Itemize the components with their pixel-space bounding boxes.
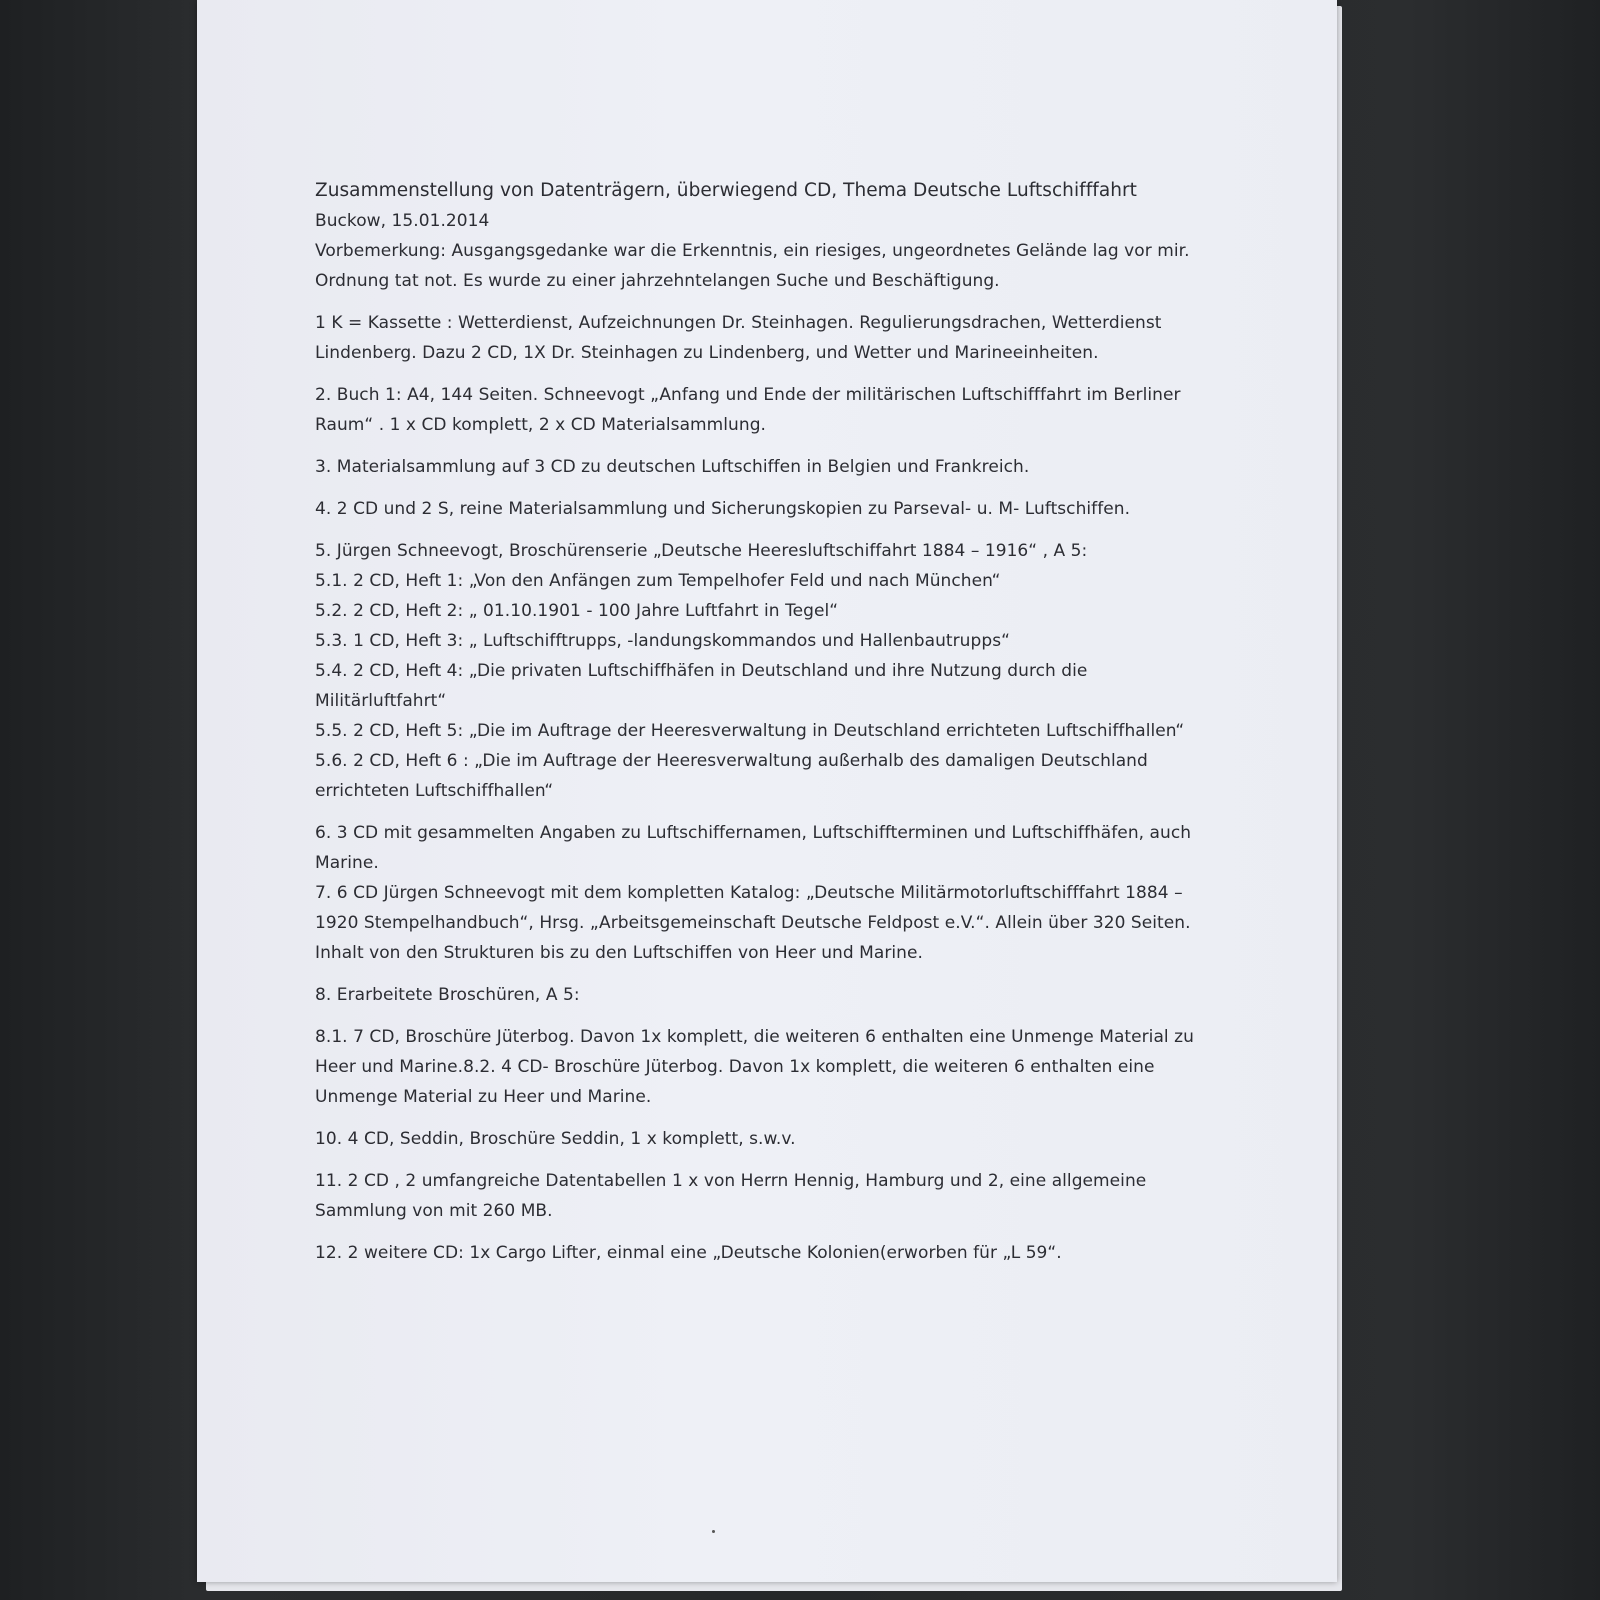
list-item-11: 11. 2 CD , 2 umfangreiche Datentabellen 1 x von Herrn Hennig, Hamburg und 2, eine allgemeine Sammlung von mit 260 MB. xyxy=(315,1171,1147,1221)
list-item-8-1: 8.1. 7 CD, Broschüre Jüterbog. Davon 1x komplett, die weiteren 6 enthalten eine Unmenge Material zu Heer und Marine.8.2. 4 CD- Broschüre Jüterbog. Davon 1x komplett, die weiteren 6 enthalten eine Unmenge Material zu Heer und Marine. xyxy=(315,1027,1194,1107)
list-item-3: 3. Materialsammlung auf 3 CD zu deutschen Luftschiffen in Belgien und Frankreich. xyxy=(315,457,1030,477)
preface-line-1: Vorbemerkung: Ausgangsgedanke war die Erkenntnis, ein riesiges, ungeordnetes Gelände lag vor mir. xyxy=(315,241,1190,261)
list-item-5-2: 5.2. 2 CD, Heft 2: „ 01.10.1901 - 100 Jahre Luftfahrt in Tegel“ xyxy=(315,601,839,621)
list-item-10: 10. 4 CD, Seddin, Broschüre Seddin, 1 x komplett, s.w.v. xyxy=(315,1129,796,1149)
list-item-5-6: 5.6. 2 CD, Heft 6 : „Die im Auftrage der Heeresverwaltung außerhalb des damaligen Deutschland errichteten Luftschiffhallen“ xyxy=(315,751,1148,801)
list-item-6: 6. 3 CD mit gesammelten Angaben zu Luftschiffernamen, Luftschiffterminen und Luftschiffhäfen, auch Marine. xyxy=(315,823,1192,873)
list-item-1: 1 K = Kassette : Wetterdienst, Aufzeichnungen Dr. Steinhagen. Regulierungsdrachen, Wetterdienst Lindenberg. Dazu 2 CD, 1X Dr. Steinhagen zu Lindenberg, und Wetter und Marineeinheiten. xyxy=(315,313,1162,363)
list-item-5-4: 5.4. 2 CD, Heft 4: „Die privaten Luftschiffhäfen in Deutschland und ihre Nutzung durch die Militärluftfahrt“ xyxy=(315,661,1088,711)
list-item-8: 8. Erarbeitete Broschüren, A 5: xyxy=(315,985,580,1005)
preface-line-2: Ordnung tat not. Es wurde zu einer jahrzehntelangen Suche und Beschäftigung. xyxy=(315,271,1000,291)
list-item-7: 7. 6 CD Jürgen Schneevogt mit dem kompletten Katalog: „Deutsche Militärmotorluftschifffahrt 1884 – 1920 Stempelhandbuch“, Hrsg. „Arbeitsgemeinschaft Deutsche Feldpost e.V.“. Allein über 320 Seiten. Inhalt von den Strukturen bis zu den Luftschiffen von Heer und Marine. xyxy=(315,883,1191,963)
paper-speck xyxy=(712,1530,715,1533)
list-item-5-5: 5.5. 2 CD, Heft 5: „Die im Auftrage der Heeresverwaltung in Deutschland errichteten Luftschiffhallen“ xyxy=(315,721,1185,741)
list-item-5: 5. Jürgen Schneevogt, Broschürenserie „Deutsche Heeresluftschiffahrt 1884 – 1916“ , A 5: xyxy=(315,541,1088,561)
list-item-5-3: 5.3. 1 CD, Heft 3: „ Luftschifftrupps, -landungskommandos und Hallenbautrupps“ xyxy=(315,631,1010,651)
list-item-12: 12. 2 weitere CD: 1x Cargo Lifter, einmal eine „Deutsche Kolonien(erworben für „L 59“. xyxy=(315,1243,1062,1263)
list-item-5-1: 5.1. 2 CD, Heft 1: „Von den Anfängen zum Tempelhofer Feld und nach München“ xyxy=(315,571,1001,591)
paper-sheet xyxy=(197,0,1337,1582)
list-item-4: 4. 2 CD und 2 S, reine Materialsammlung und Sicherungskopien zu Parseval- u. M- Luftschiffen. xyxy=(315,499,1131,519)
document-body xyxy=(315,176,1195,1268)
document-title: Zusammenstellung von Datenträgern, überwiegend CD, Thema Deutsche Luftschifffahrt xyxy=(315,180,1137,201)
list-item-2: 2. Buch 1: A4, 144 Seiten. Schneevogt „Anfang und Ende der militärischen Luftschifffahrt im Berliner Raum“ . 1 x CD komplett, 2 x CD Materialsammlung. xyxy=(315,385,1181,435)
place-date: Buckow, 15.01.2014 xyxy=(315,211,490,231)
